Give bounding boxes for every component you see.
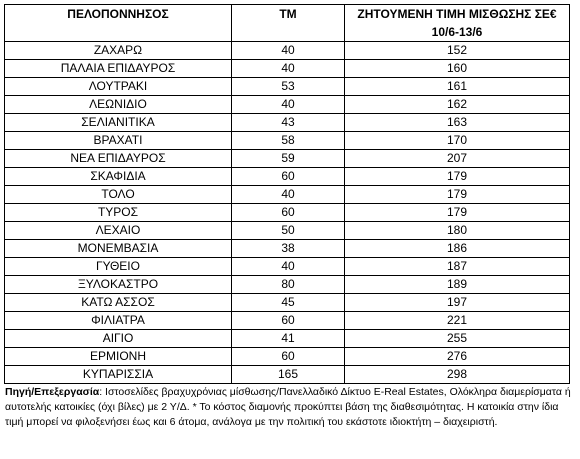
footnote-text: : Ιστοσελίδες βραχυχρόνιας μίσθωσης/Πανελλαδικό Δίκτυο E-Real Estates, Ολόκληρα διαμερίσματα ή αυτοτελής κατοικίες (όχι βίλες) με 2 Υ/Δ. * Το κόστος διαμονής προκύπτει βάση της διαθεσιμότητας. Η κατοικία στην ίδια τιμή μπορεί να φιλοξενήσει έως και 6 άτομα, ανάλογα με την πολιτική του εκάστοτε ιδιοκτήτη – διαχειριστή. — [5, 386, 571, 428]
header-asking-price — [345, 5, 570, 42]
cell-price: 255 — [345, 330, 570, 348]
cell-square-meters: 60 — [232, 312, 345, 330]
cell-square-meters: 50 — [232, 222, 345, 240]
cell-location: ΤΥΡΟΣ — [5, 204, 232, 222]
table-row — [5, 132, 570, 150]
table-row — [5, 42, 570, 60]
source-footnote — [4, 385, 575, 430]
cell-square-meters: 60 — [232, 348, 345, 366]
cell-square-meters: 38 — [232, 240, 345, 258]
cell-location: ΑΙΓΙΟ — [5, 330, 232, 348]
cell-location: ΠΑΛΑΙΑ ΕΠΙΔΑΥΡΟΣ — [5, 60, 232, 78]
rental-price-table — [4, 4, 570, 384]
cell-location: ΚΑΤΩ ΑΣΣΟΣ — [5, 294, 232, 312]
cell-location: ΛΟΥΤΡΑΚΙ — [5, 78, 232, 96]
table-row — [5, 258, 570, 276]
header-sqm: ΤΜ — [232, 5, 345, 42]
cell-price: 163 — [345, 114, 570, 132]
cell-square-meters: 60 — [232, 168, 345, 186]
table-row — [5, 186, 570, 204]
cell-square-meters: 53 — [232, 78, 345, 96]
cell-square-meters: 40 — [232, 258, 345, 276]
cell-location: ΚΥΠΑΡΙΣΣΙΑ — [5, 366, 232, 384]
cell-square-meters: 40 — [232, 60, 345, 78]
cell-square-meters: 43 — [232, 114, 345, 132]
cell-price: 160 — [345, 60, 570, 78]
table-row — [5, 312, 570, 330]
header-asking-price-text: ΖΗΤΟΥΜΕΝΗ ΤΙΜΗ ΜΙΣΘΩΣΗΣ ΣΕ€ 10/6-13/6 — [357, 7, 557, 39]
footnote-label: Πηγή/Επεξεργασία — [5, 386, 100, 398]
table-row — [5, 240, 570, 258]
cell-square-meters: 40 — [232, 42, 345, 60]
cell-location: ΛΕΩΝΙΔΙΟ — [5, 96, 232, 114]
cell-square-meters: 41 — [232, 330, 345, 348]
cell-price: 221 — [345, 312, 570, 330]
table-header-row — [5, 5, 570, 42]
table-row — [5, 60, 570, 78]
cell-location: ΦΙΛΙΑΤΡΑ — [5, 312, 232, 330]
cell-location: ΣΚΑΦΙΔΙΑ — [5, 168, 232, 186]
cell-price: 298 — [345, 366, 570, 384]
cell-location: ΕΡΜΙΟΝΗ — [5, 348, 232, 366]
table-row — [5, 168, 570, 186]
cell-price: 179 — [345, 168, 570, 186]
cell-price: 179 — [345, 204, 570, 222]
cell-location: ΝΕΑ ΕΠΙΔΑΥΡΟΣ — [5, 150, 232, 168]
cell-location: ΣΕΛΙΑΝΙΤΙΚΑ — [5, 114, 232, 132]
cell-price: 187 — [345, 258, 570, 276]
table-row — [5, 330, 570, 348]
cell-price: 197 — [345, 294, 570, 312]
cell-square-meters: 80 — [232, 276, 345, 294]
cell-location: ΞΥΛΟΚΑΣΤΡΟ — [5, 276, 232, 294]
cell-square-meters: 59 — [232, 150, 345, 168]
cell-square-meters: 165 — [232, 366, 345, 384]
cell-price: 162 — [345, 96, 570, 114]
table-body — [5, 42, 570, 384]
cell-price: 152 — [345, 42, 570, 60]
table-row — [5, 114, 570, 132]
cell-price: 276 — [345, 348, 570, 366]
cell-location: ΜΟΝΕΜΒΑΣΙΑ — [5, 240, 232, 258]
cell-location: ΖΑΧΑΡΩ — [5, 42, 232, 60]
cell-square-meters: 58 — [232, 132, 345, 150]
table-row — [5, 294, 570, 312]
spreadsheet-sheet — [4, 4, 576, 430]
cell-square-meters: 40 — [232, 96, 345, 114]
table-row — [5, 204, 570, 222]
header-region: ΠΕΛΟΠΟΝΝΗΣΟΣ — [5, 5, 232, 42]
table-row — [5, 366, 570, 384]
cell-price: 179 — [345, 186, 570, 204]
cell-square-meters: 60 — [232, 204, 345, 222]
cell-square-meters: 40 — [232, 186, 345, 204]
table-row — [5, 348, 570, 366]
cell-location: ΒΡΑΧΑΤΙ — [5, 132, 232, 150]
table-row — [5, 276, 570, 294]
cell-location: ΤΟΛΟ — [5, 186, 232, 204]
table-row — [5, 96, 570, 114]
cell-location: ΓΥΘΕΙΟ — [5, 258, 232, 276]
cell-price: 161 — [345, 78, 570, 96]
cell-price: 180 — [345, 222, 570, 240]
table-row — [5, 78, 570, 96]
table-row — [5, 222, 570, 240]
cell-square-meters: 45 — [232, 294, 345, 312]
cell-price: 189 — [345, 276, 570, 294]
cell-location: ΛΕΧΑΙΟ — [5, 222, 232, 240]
cell-price: 170 — [345, 132, 570, 150]
cell-price: 207 — [345, 150, 570, 168]
table-row — [5, 150, 570, 168]
cell-price: 186 — [345, 240, 570, 258]
